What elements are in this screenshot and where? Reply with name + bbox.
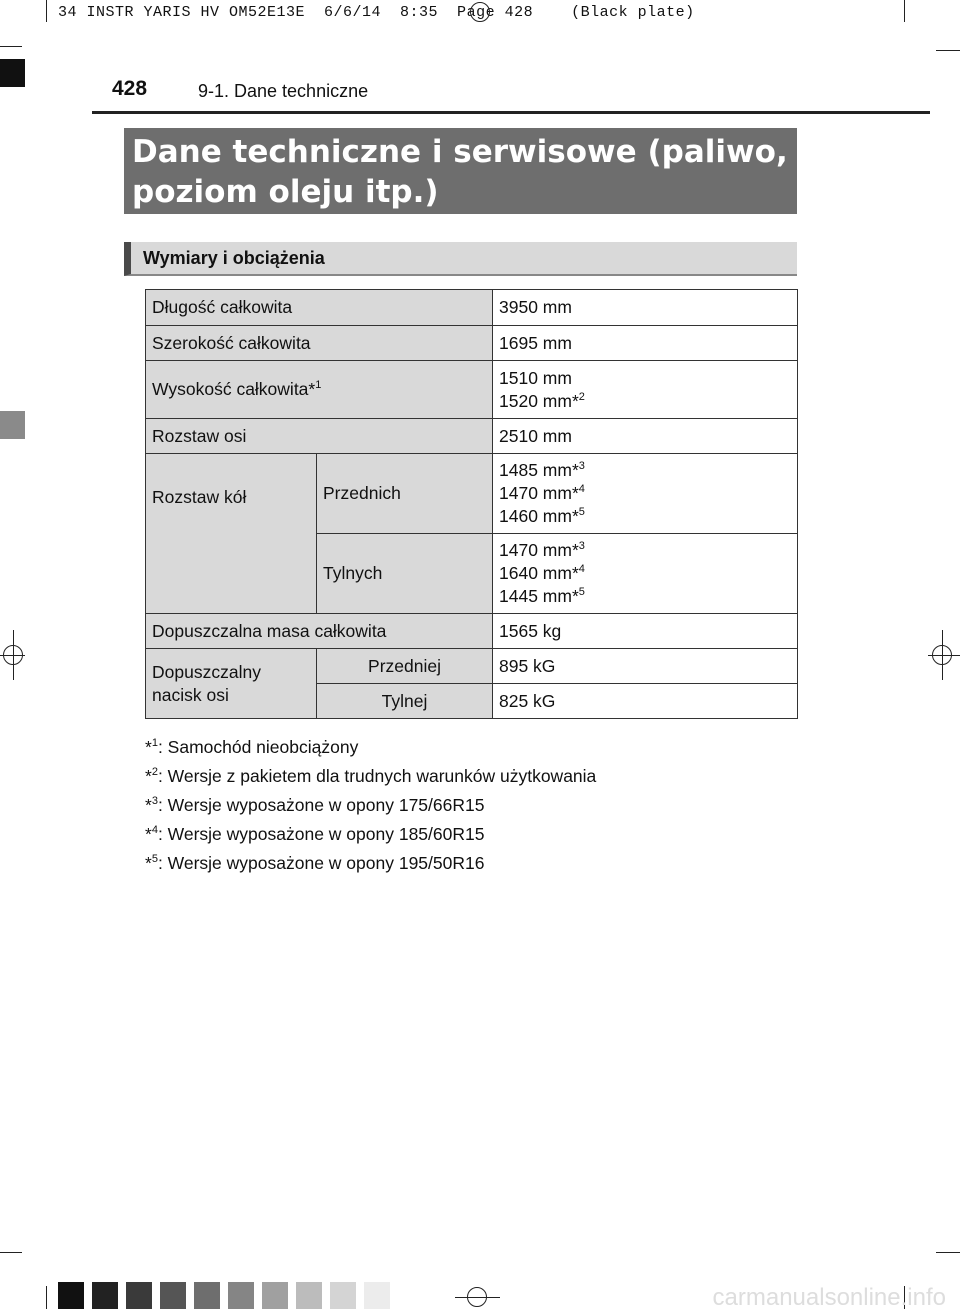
footnote: *$^5$: Wersje wyposażone w opony 195/50R16 [145, 853, 485, 873]
footnote: *$^2$: Wersje z pakietem dla trudnych warunków użytkowania [145, 766, 597, 786]
axle-load-label: Dopuszczalny nacisk osi [146, 649, 317, 719]
subheading-text: Wymiary i obciążenia [143, 248, 325, 268]
crop-mark [46, 0, 47, 22]
length-label: Długość całkowita [146, 290, 493, 326]
thumb-index-mark [0, 411, 25, 439]
axle-front-label: Przedniej [317, 649, 493, 684]
footnote: *$^1$: Samochód nieobciążony [145, 737, 359, 757]
wheelbase-label: Rozstaw osi [146, 419, 493, 454]
length-value: 3950 mm [493, 290, 798, 326]
table-row [146, 361, 798, 419]
color-swatch [92, 1282, 118, 1309]
color-swatch [228, 1282, 254, 1309]
table-row [146, 614, 798, 649]
section-title: 9-1. Dane techniczne [198, 81, 369, 101]
color-swatches [58, 1282, 390, 1309]
track-rear-label: Tylnych [317, 534, 493, 614]
header-rule [92, 111, 930, 114]
color-swatch [160, 1282, 186, 1309]
track-rear-value: 1470 mm*$^3$ 1640 mm*$^4$ 1445 mm*$^5$ [493, 534, 798, 614]
color-swatch [330, 1282, 356, 1309]
track-front-label: Przednich [317, 454, 493, 534]
crop-mark [936, 1252, 960, 1253]
track-front-value: 1485 mm*$^3$ 1470 mm*$^4$ 1460 mm*$^5$ [493, 454, 798, 534]
crop-mark [0, 1252, 22, 1253]
crop-mark [0, 46, 22, 47]
wheelbase-value: 2510 mm [493, 419, 798, 454]
crop-mark [13, 630, 14, 680]
width-label: Szerokość całkowita [146, 326, 493, 361]
crop-mark [942, 630, 943, 680]
page-title-line-2: poziom oleju itp.) [132, 174, 439, 210]
watermark: carmanualsonline.info [712, 1284, 946, 1311]
width-value: 1695 mm [493, 326, 798, 361]
color-swatch [364, 1282, 390, 1309]
page-title-line-1: Dane techniczne i serwisowe (paliwo, [132, 134, 788, 170]
subheading [124, 242, 797, 276]
crop-mark [904, 0, 905, 22]
footnotes [145, 733, 596, 878]
registration-mark-icon [470, 2, 490, 22]
axle-front-value: 895 kG [493, 649, 798, 684]
table-row [146, 419, 798, 454]
crop-mark [936, 50, 960, 51]
color-swatch [126, 1282, 152, 1309]
gvw-value: 1565 kg [493, 614, 798, 649]
gvw-label: Dopuszczalna masa całkowita [146, 614, 493, 649]
table-row [146, 326, 798, 361]
thumb-index-mark [0, 59, 25, 87]
axle-rear-label: Tylnej [317, 684, 493, 719]
page-title [124, 128, 797, 214]
track-label: Rozstaw kół [146, 454, 317, 614]
table-row [146, 649, 798, 684]
page-number: 428 [112, 77, 148, 100]
footnote: *$^3$: Wersje wyposażone w opony 175/66R15 [145, 795, 485, 815]
crop-mark [455, 1297, 500, 1298]
crop-mark [928, 655, 960, 656]
table-row [146, 290, 798, 326]
height-label: Wysokość całkowita*$^1$ [146, 361, 493, 419]
color-swatch [262, 1282, 288, 1309]
color-swatch [58, 1282, 84, 1309]
print-slug: 34 INSTR YARIS HV OM52E13E 6/6/14 8:35 Page 428 (Black plate) [58, 4, 695, 21]
color-swatch [296, 1282, 322, 1309]
crop-mark [46, 1286, 47, 1309]
dimensions-table [145, 289, 798, 719]
footnote: *$^4$: Wersje wyposażone w opony 185/60R15 [145, 824, 485, 844]
height-value: 1510 mm 1520 mm*$^2$ [493, 361, 798, 419]
color-swatch [194, 1282, 220, 1309]
axle-rear-value: 825 kG [493, 684, 798, 719]
table-row [146, 454, 798, 534]
